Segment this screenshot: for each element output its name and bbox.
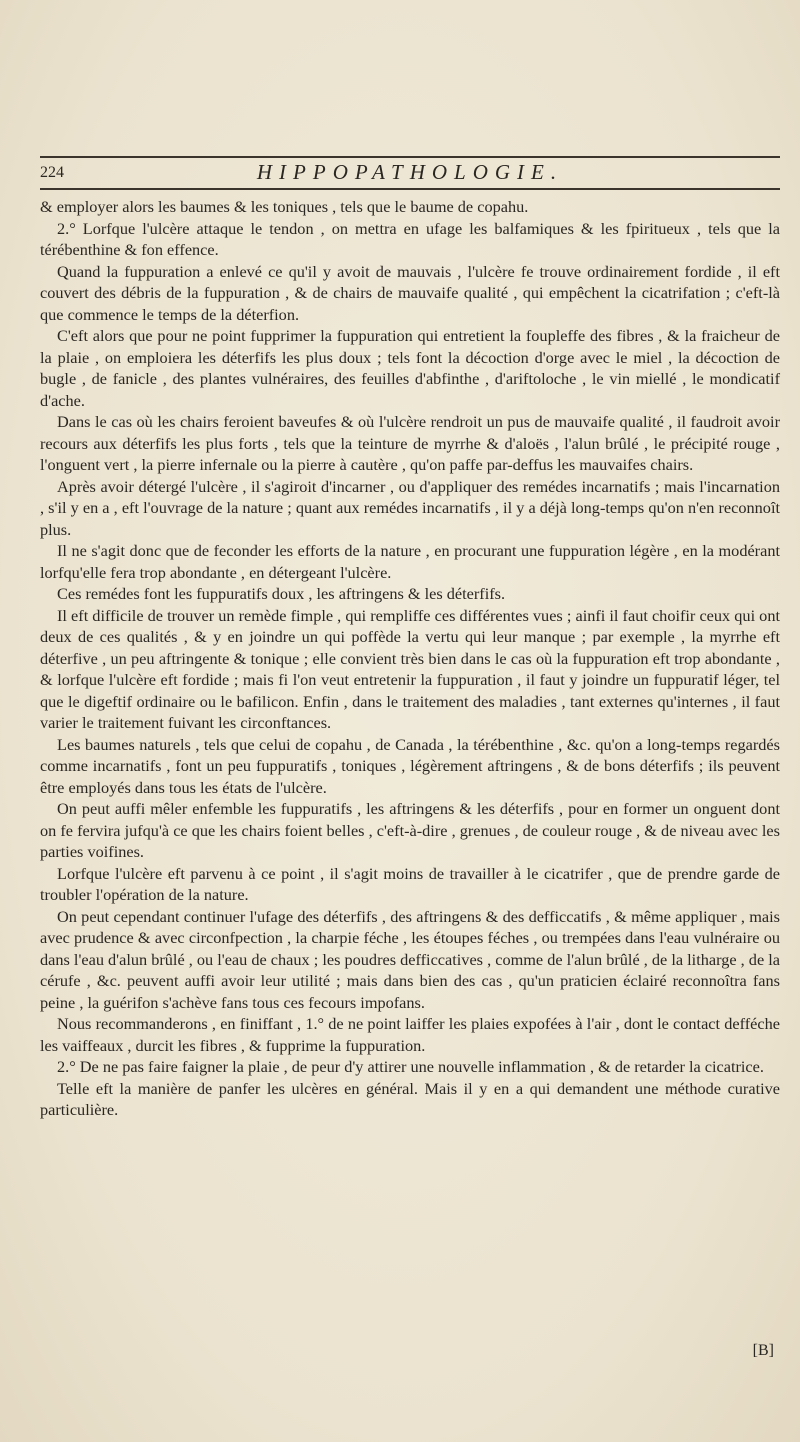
paragraph: & employer alors les baumes & les toniques , tels que le baume de copahu. xyxy=(40,197,529,216)
paragraph: C'eft alors que pour ne point fupprimer la fuppuration qui entretient la foupleffe des fibres , & la fraicheur de la plaie , on emploiera les déterfifs les plus doux ; tels font la décoction d'orge avec le miel , la décoction de bugle , de fanicle , des plantes vulnéraires, des feuilles d'abfinthe , d'ariftoloche , le vin miellé , le mondicatif d'ache. xyxy=(40,326,780,410)
paragraph: On peut cependant continuer l'ufage des déterfifs , des aftringens & des defficcatifs , & même appliquer , mais avec prudence & avec circonfpection , la charpie féche , les étoupes féches , ou trempées dans l'eau vulnéraire ou dans l'eau d'alun brûlé , ou l'eau de chaux ; les poudres defficcatives , comme de l'alun brûlé , de la litharge , de la cérufe , &c. peuvent auffi avoir leur utilité ; mais dans bien des cas , qu'un praticien éclairé reconnoîtra fans peine , la guérifon s'achève fans tous ces fecours impofans. xyxy=(40,906,780,1012)
paragraph: Les baumes naturels , tels que celui de copahu , de Canada , la térébenthine , &c. qu'on a long-temps regardés comme incarnatifs , font un peu fuppuratifs , toniques , légèrement aftringens , & de bons déterfifs ; ils peuvent être employés dans tous les états de l'ulcère. xyxy=(40,734,780,797)
paragraph: Il eft difficile de trouver un remède fimple , qui rempliffe ces différentes vues ; ainfi il faut choifir ceux qui ont deux de ces qualités , & y en joindre un qui poffède la vertu qui leur manque ; par exemple , la myrrhe eft déterfive , un peu aftringente & tonique ; elle convient très bien dans le cas où la fuppuration eft trop abondante , & lorfque l'ulcère eft fordide ; mais fi l'on veut entretenir la fuppuration , il faut y joindre un fuppuratif léger, tel que le digeftif ordinaire ou le bafilicon. Enfin , dans le traitement des maladies , tant externes qu'internes , il faut varier le traitement fuivant les circonftances. xyxy=(40,605,780,732)
paragraph: Ces remédes font les fuppuratifs doux , les aftringens & les déterfifs. xyxy=(57,584,506,603)
header-rule-bottom xyxy=(40,188,780,190)
paragraph: Quand la fuppuration a enlevé ce qu'il y avoit de mauvais , l'ulcère fe trouve ordinairement fordide , il eft couvert des débris de la fuppuration , & de chairs de mauvaife qualité , qui empêchent la cicatrifation ; c'eft-là que commence le temps de la déterfion. xyxy=(40,261,780,324)
running-title: HIPPOPATHOLOGIE. xyxy=(256,160,564,184)
paragraph: On peut auffi mêler enfemble les fuppuratifs , les aftringens & les déterfifs , pour en former un onguent dont on fe fervira jufqu'à ce que les chairs foient belles , c'eft-à-dire , grenues , de couleur rouge , & de niveau avec les parties voifines. xyxy=(40,799,780,861)
paragraph: 2.° De ne pas faire faigner la plaie , de peur d'y attirer une nouvelle inflammation , & de retarder la cicatrice. xyxy=(57,1057,764,1076)
page-number: 224 xyxy=(40,164,64,181)
paragraph: Il ne s'agit donc que de feconder les efforts de la nature , en procurant une fuppuration légère , en la modérant lorfqu'elle fera trop abondante , en détergeant l'ulcère. xyxy=(40,541,780,582)
header-rule-top xyxy=(40,156,780,158)
paragraph: Nous recommanderons , en finiffant , 1.° de ne point laiffer les plaies expofées à l'air , dont le contact defféche les vaiffeaux , durcit les fibres , & fupprime la fuppuration. xyxy=(40,1014,780,1055)
paragraph: Après avoir détergé l'ulcère , il s'agiroit d'incarner , ou d'appliquer des remédes incarnatifs ; mais l'incarnation , s'il y en a , eft l'ouvrage de la nature ; quant aux remédes incarnatifs , il y a déjà long-temps qu'on n'en reconnoît plus. xyxy=(40,476,780,539)
body-text xyxy=(40,196,780,1121)
paragraph: Telle eft la manière de panfer les ulcères en général. Mais il y en a qui demandent une méthode curative particulière. xyxy=(40,1078,780,1119)
page-header xyxy=(40,148,780,188)
signature-mark: [B] xyxy=(752,1342,774,1359)
paragraph: Dans le cas où les chairs feroient baveufes & où l'ulcère rendroit un pus de mauvaife qualité , il faudroit avoir recours aux déterfifs les plus forts , tels que la teinture de myrrhe & d'aloës , l'alun brûlé , le précipité rouge , l'onguent vert , la pierre infernale ou la pierre à cautère , qu'on paffe par-deffus les mauvaifes chairs. xyxy=(40,412,780,474)
paragraph: Lorfque l'ulcère eft parvenu à ce point , il s'agit moins de travailler à le cicatrifer , que de prendre garde de troubler l'opération de la nature. xyxy=(40,863,780,904)
paragraph: 2.° Lorfque l'ulcère attaque le tendon , on mettra en ufage les balfamiques & les fpiritueux , tels que la térébenthine & fon effence. xyxy=(40,218,780,259)
